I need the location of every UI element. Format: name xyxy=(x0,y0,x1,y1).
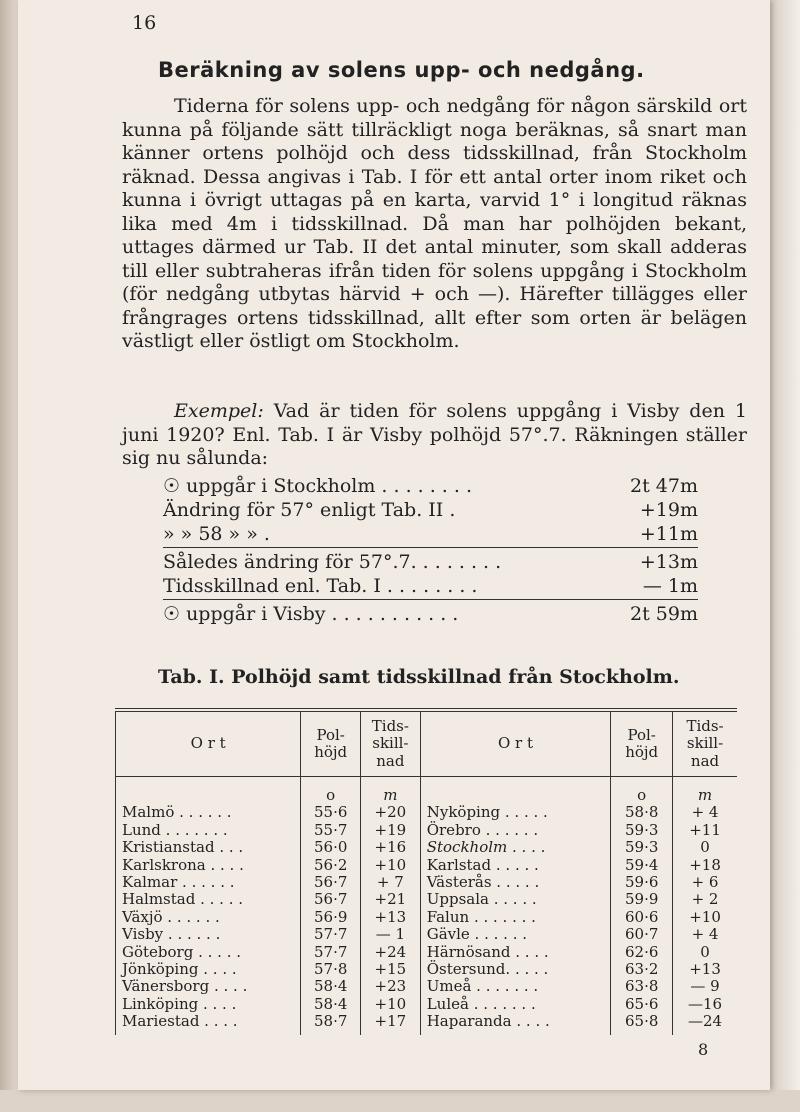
table-cell: Uppsala . . . . . xyxy=(426,890,537,909)
table-cell: 56·2 xyxy=(313,855,348,874)
header-ort: O r t xyxy=(420,710,611,777)
table-cell: + 6 xyxy=(691,873,719,892)
signature-mark: 8 xyxy=(698,1040,709,1059)
table-cell: + 2 xyxy=(691,890,719,909)
table-cell: Västerås . . . . . xyxy=(426,873,540,892)
right-town-column xyxy=(420,777,611,1035)
table-cell: —24 xyxy=(687,1012,723,1031)
table-cell: Haparanda . . . . xyxy=(426,1012,550,1031)
table-cell: Falun . . . . . . . xyxy=(426,907,536,926)
table-cell: 0 xyxy=(700,838,710,857)
table-cell: Jönköping . . . . xyxy=(122,960,237,979)
table-cell: —16 xyxy=(687,994,723,1013)
example-paragraph xyxy=(122,400,747,471)
table-cell: 59·3 xyxy=(624,838,659,857)
table-cell: +23 xyxy=(374,977,407,996)
calc-line: » » 58 » » . +11m xyxy=(163,523,698,545)
table-cell: Visby . . . . . . xyxy=(122,925,221,944)
calc-rule xyxy=(163,547,698,548)
table-cell: 58·7 xyxy=(313,1012,348,1031)
calc-line: ☉ uppgår i Stockholm . . . . . . . . 2t 47m xyxy=(163,475,698,497)
table-cell: — 1 xyxy=(375,925,406,944)
table-cell: Kristianstad . . . xyxy=(122,838,244,857)
table-title: Tab. I. Polhöjd samt tidsskillnad från Stockholm. xyxy=(158,666,680,688)
table-cell: Lund . . . . . . . xyxy=(122,820,228,839)
next-page-edge xyxy=(770,0,800,1112)
table-cell: 63·8 xyxy=(624,977,659,996)
table-cell: +24 xyxy=(374,942,407,961)
table-cell: 55·6 xyxy=(313,803,348,822)
table-cell: +10 xyxy=(374,855,407,874)
intro-paragraph: Tiderna för solens upp- och nedgång för någon särskild ort kunna på följande sätt tillräckligt noga beräknas, så snart man känner ortens polhöjd och dess tidsskillnad, från Stockholm räknad. Dessa angivas i Tab. I för ett antal orter inom riket och kunna i övrigt uttagas på en karta, varvid 1° i longitud räknas lika med 4m i tidsskillnad. Då man har polhöjden bekant, uttages därmed ur Tab. II det antal minuter, som skall adderas till eller subtraheras ifrån tiden för solens uppgång i Stockholm (för nedgång utbytas härvid + och —). Härefter tillägges eller frångrages ortens tidsskillnad, allt efter som orten är belägen västligt eller östligt om Stockholm. xyxy=(122,95,747,352)
left-timediff-column: m +20 +19 +16 +10 + 7 +21 +13 — 1 +24 +15 +23 +10 +17 xyxy=(361,777,421,1035)
table-cell: Växjö . . . . . . xyxy=(122,907,220,926)
left-latitude-column: o 55·6 55·7 56·0 56·2 56·7 56·7 56·9 57·7 57·7 57·8 58·4 58·4 58·7 xyxy=(301,777,361,1035)
table-cell: Malmö . . . . . . xyxy=(122,803,232,822)
table-cell: 56·0 xyxy=(313,838,348,857)
table-cell: +13 xyxy=(374,907,407,926)
table-cell: Göteborg . . . . . xyxy=(122,942,242,961)
table-cell: 56·7 xyxy=(313,873,348,892)
header-polhojd: Pol-höjd xyxy=(301,710,361,777)
table-cell: Kalmar . . . . . . xyxy=(122,873,235,892)
example-text: Vad är tiden för solens uppgång i Visby den 1 juni 1920? Enl. Tab. I är Visby polhöjd 57°.7. Räkningen ställer sig nu sålunda: xyxy=(122,400,747,469)
table-cell: Halmstad . . . . . xyxy=(122,890,243,909)
page-bottom-edge xyxy=(0,1090,800,1112)
table-cell: Gävle . . . . . . xyxy=(426,925,528,944)
table-cell: 63·2 xyxy=(624,960,659,979)
table-cell: 59·9 xyxy=(624,890,659,909)
table-cell: Linköping . . . . xyxy=(122,994,237,1013)
header-tidsskillnad: Tids-skill-nad xyxy=(673,710,737,777)
table-cell: 59·4 xyxy=(624,855,659,874)
table-cell: +21 xyxy=(374,890,407,909)
table-cell: 57·7 xyxy=(313,942,348,961)
table-cell: Karlstad . . . . . xyxy=(426,855,539,874)
left-town-column xyxy=(116,777,301,1035)
calculation-block xyxy=(163,475,698,635)
table-cell: Umeå . . . . . . . xyxy=(426,977,539,996)
calc-line: ☉ uppgår i Visby . . . . . . . . . . . 2t 59m xyxy=(163,603,698,625)
table-cell: 56·9 xyxy=(313,907,348,926)
table-cell: 65·8 xyxy=(624,1012,659,1031)
table-cell: +18 xyxy=(689,855,721,874)
table-cell: 55·7 xyxy=(313,820,348,839)
table-cell: 60·6 xyxy=(624,907,659,926)
table-cell: 60·7 xyxy=(624,925,659,944)
table-cell: Karlskrona . . . . xyxy=(122,855,244,874)
table-cell: 57·8 xyxy=(313,960,348,979)
table-cell: Vänersborg . . . . xyxy=(122,977,248,996)
book-spine xyxy=(0,0,18,1112)
calc-rule xyxy=(163,599,698,600)
header-polhojd: Pol-höjd xyxy=(611,710,673,777)
table-cell: + 4 xyxy=(691,803,719,822)
calc-line: Ändring för 57° enligt Tab. II . +19m xyxy=(163,499,698,521)
section-heading: Beräkning av solens upp- och nedgång. xyxy=(158,58,645,82)
table-cell: Östersund. . . . . xyxy=(426,960,549,979)
calc-line: Således ändring för 57°.7. . . . . . . . +13m xyxy=(163,551,698,573)
table-cell: + 4 xyxy=(691,925,719,944)
page-number: 16 xyxy=(132,12,157,34)
table-cell: +20 xyxy=(374,803,407,822)
right-timediff-column: m + 4 +11 0 +18 + 6 + 2 +10 + 4 0 +13 — 9 —16 —24 xyxy=(673,777,737,1035)
table-cell: 56·7 xyxy=(313,890,348,909)
table-cell: Härnösand . . . . xyxy=(426,942,549,961)
table-cell: 65·6 xyxy=(624,994,659,1013)
table-cell: +16 xyxy=(374,838,407,857)
table-cell: — 9 xyxy=(690,977,720,996)
table-cell: 59·3 xyxy=(624,820,659,839)
header-ort: O r t xyxy=(116,710,301,777)
table-cell: Stockholm . . . . xyxy=(426,838,546,857)
table-cell: 58·4 xyxy=(313,994,348,1013)
calc-line: Tidsskillnad enl. Tab. I . . . . . . . . — 1m xyxy=(163,575,698,597)
table-cell: 62·6 xyxy=(624,942,659,961)
right-latitude-column: o 58·8 59·3 59·3 59·4 59·6 59·9 60·6 60·7 62·6 63·2 63·8 65·6 65·8 xyxy=(611,777,673,1035)
table-cell: Luleå . . . . . . . xyxy=(426,994,536,1013)
table-cell: +10 xyxy=(374,994,407,1013)
latitude-table xyxy=(115,708,737,1035)
table-cell: 57·7 xyxy=(313,925,348,944)
table-cell: 58·4 xyxy=(313,977,348,996)
table-cell: Örebro . . . . . . xyxy=(426,820,539,839)
table-cell: +11 xyxy=(689,820,721,839)
table-cell: 0 xyxy=(700,942,710,961)
table-cell: + 7 xyxy=(376,873,404,892)
example-label: Exempel: xyxy=(174,400,264,422)
table-cell: +10 xyxy=(689,907,721,926)
table-cell: +19 xyxy=(374,820,407,839)
table-cell: Nyköping . . . . . xyxy=(426,803,548,822)
table-cell: +17 xyxy=(374,1012,407,1031)
table-cell: Mariestad . . . . xyxy=(122,1012,238,1031)
header-tidsskillnad: Tids-skill-nad xyxy=(361,710,421,777)
table-cell: +15 xyxy=(374,960,407,979)
table-cell: +13 xyxy=(689,960,721,979)
table-cell: 58·8 xyxy=(624,803,659,822)
table-cell: 59·6 xyxy=(624,873,659,892)
